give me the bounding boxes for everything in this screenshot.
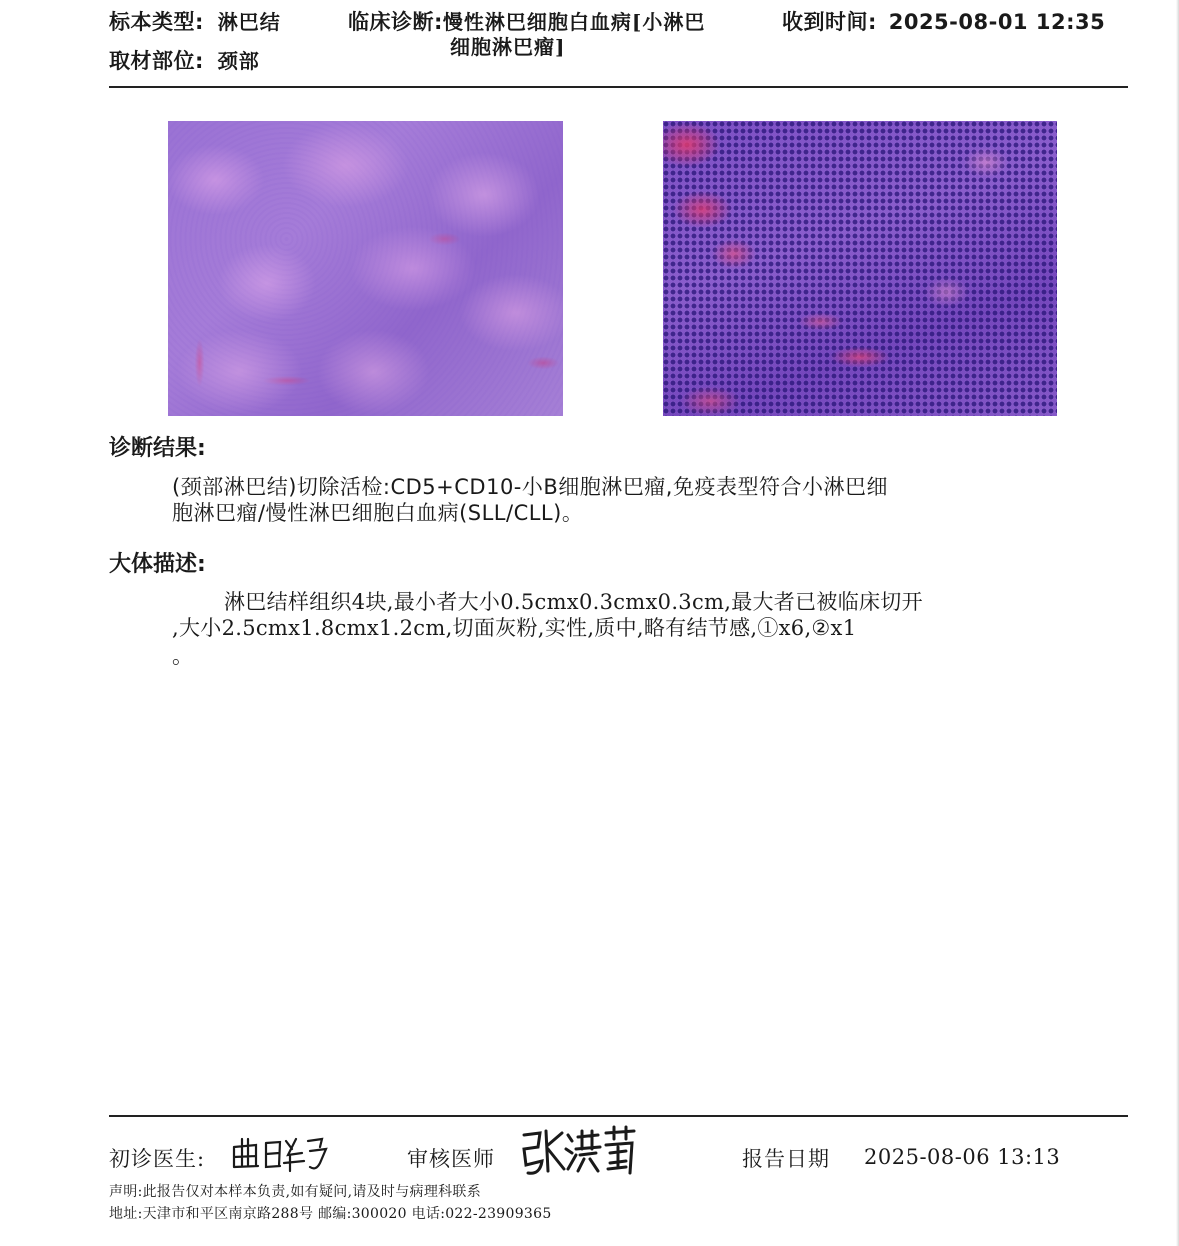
report-date-label: 报告日期 xyxy=(742,1147,830,1171)
disclaimer-text: 声明:此报告仅对本样本负责,如有疑问,请及时与病理科联系 xyxy=(109,1184,482,1200)
diagnosis-line1: (颈部淋巴结)切除活检:CD5+CD10-小B细胞淋巴瘤,免疫表型符合小淋巴细 xyxy=(172,475,888,499)
diagnosis-title: 诊断结果: xyxy=(109,436,206,461)
reviewer-label: 审核医师 xyxy=(407,1147,495,1171)
diagnosis-line2: 胞淋巴瘤/慢性淋巴细胞白血病(SLL/CLL)。 xyxy=(172,501,584,525)
micrograph-high-power xyxy=(663,121,1057,416)
site-label: 取材部位: xyxy=(109,49,204,73)
site-value: 颈部 xyxy=(217,49,260,73)
received-label: 收到时间: xyxy=(782,10,877,34)
clinical-dx-line2: 细胞淋巴瘤] xyxy=(450,35,566,59)
reviewer-signature xyxy=(518,1125,640,1179)
gross-line2: ,大小2.5cmx1.8cmx1.2cm,切面灰粉,实性,质中,略有结节感,①x6,②x1 xyxy=(172,616,857,640)
gross-line3: 。 xyxy=(172,644,194,668)
gross-line1: 淋巴结样组织4块,最小者大小0.5cmx0.3cmx0.3cm,最大者已被临床切开 xyxy=(224,590,923,614)
gross-title: 大体描述: xyxy=(109,552,206,577)
footer-divider xyxy=(109,1115,1128,1117)
initial-doctor-signature xyxy=(230,1133,330,1175)
report-date-value: 2025-08-06 13:13 xyxy=(864,1145,1061,1169)
received-value: 2025-08-01 12:35 xyxy=(888,10,1106,34)
specimen-type-value: 淋巴结 xyxy=(217,10,281,34)
clinical-dx-line1: 慢性淋巴细胞白血病[小淋巴 xyxy=(442,10,706,34)
header-divider xyxy=(109,86,1128,88)
clinical-dx-label: 临床诊断: xyxy=(348,10,443,34)
sampling-site xyxy=(109,45,260,75)
micrograph-low-power xyxy=(168,121,563,416)
initial-doctor-label: 初诊医生: xyxy=(109,1147,206,1171)
address-text: 地址:天津市和平区南京路288号 邮编:300020 电话:022-23909365 xyxy=(109,1206,552,1222)
specimen-type-label: 标本类型: xyxy=(109,10,204,34)
specimen-type xyxy=(109,6,281,36)
received-time xyxy=(782,6,1105,36)
